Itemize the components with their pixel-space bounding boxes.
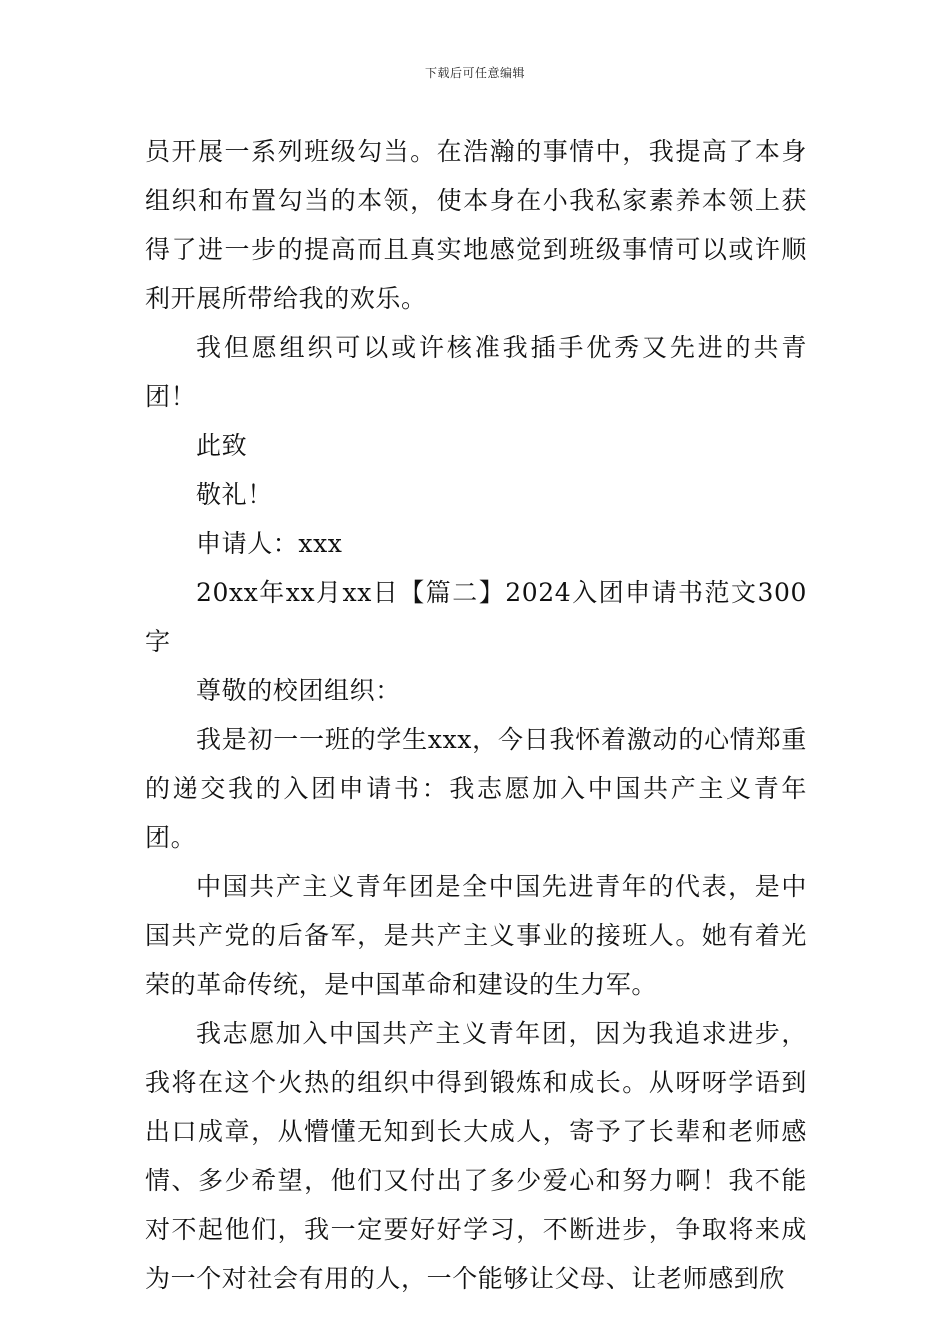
paragraph-intro: 我是初一一班的学生xxx，今日我怀着激动的心情郑重的递交我的入团申请书：我志愿加入中国共产主义青年团。 — [145, 725, 807, 852]
page-header-note: 下载后可任意编辑 — [424, 66, 525, 80]
paragraph-league-description: 中国共产主义青年团是全中国先进青年的代表，是中国共产党的后备军，是共产主义事业的接班人。她有着光荣的革命传统，是中国革命和建设的生力军。 — [145, 872, 807, 999]
closing-salutation: 此致 — [196, 431, 248, 460]
closing-respect: 敬礼！ — [196, 480, 273, 509]
letter-greeting: 尊敬的校团组织： — [196, 676, 401, 705]
document-body — [145, 127, 807, 1303]
paragraph-continuation: 员开展一系列班级勾当。在浩瀚的事情中，我提高了本身组织和布置勾当的本领，使本身在小我私家素养本领上获得了进一步的提高而且真实地感觉到班级事情可以或许顺利开展所带给我的欢乐。 — [145, 137, 807, 313]
applicant-line: 申请人：xxx — [196, 529, 343, 558]
paragraph-motivation: 我志愿加入中国共产主义青年团，因为我追求进步，我将在这个火热的组织中得到锻炼和成长。从呀呀学语到出口成章，从懵懂无知到长大成人，寄予了长辈和老师感情、多少希望，他们又付出了多少爱心和努力啊！我不能对不起他们，我一定要好好学习，不断进步，争取将来成为一个对社会有用的人，一个能够让父母、让老师感到欣 — [145, 1019, 807, 1293]
paragraph-wish: 我但愿组织可以或许核准我插手优秀又先进的共青团！ — [145, 333, 807, 411]
date-and-section-title: 20xx年xx月xx日【篇二】2024入团申请书范文300字 — [145, 578, 807, 656]
